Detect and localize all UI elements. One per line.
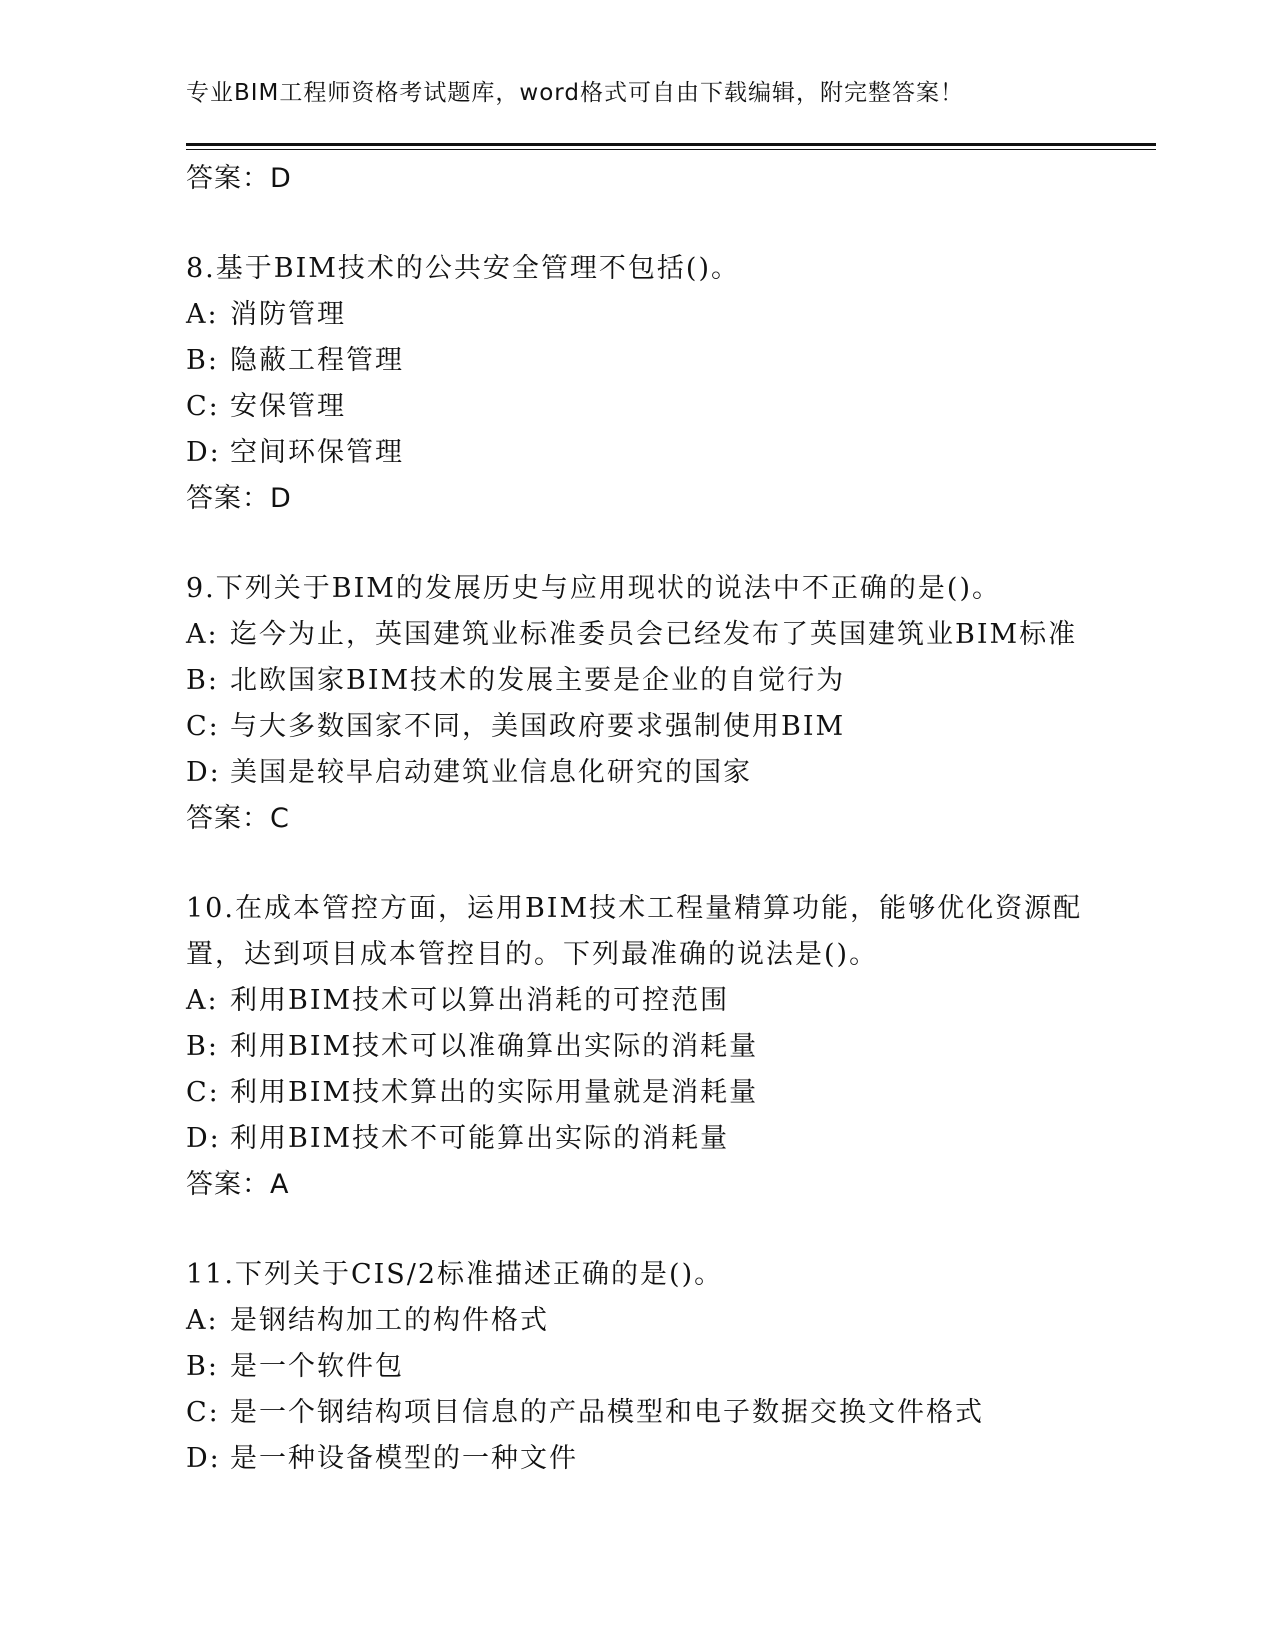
answer: 答案：A [186,1169,290,1200]
option-d [186,430,1146,476]
question-stem: 9.下列关于BIM的发展历史与应用现状的说法中不正确的是()。 [186,573,1001,604]
option-d [186,750,1146,796]
header-rule-thick [186,143,1156,146]
option-b [186,658,1146,704]
previous-answer: 答案：D [186,163,292,194]
option-label: B: [186,1031,219,1062]
page-header: 专业BIM工程师资格考试题库，word格式可自由下载编辑，附完整答案！ [186,80,964,106]
option-text: 是一个软件包 [230,1351,404,1382]
option-text: 利用BIM技术可以算出消耗的可控范围 [230,985,730,1016]
option-b [186,338,1146,384]
option-label: A: [186,985,219,1016]
question-stem: 11.下列关于CIS/2标准描述正确的是()。 [186,1259,724,1290]
option-b [186,1344,1146,1390]
option-label: C: [186,711,220,742]
option-label: B: [186,345,219,376]
option-text: 是钢结构加工的构件格式 [230,1305,549,1336]
option-c [186,1390,1146,1436]
option-label: D: [186,437,221,468]
option-label: D: [186,757,221,788]
question-10 [186,886,1146,1208]
option-label: A: [186,299,219,330]
option-c [186,704,1146,750]
header-rule-thin [186,149,1156,150]
option-label: D: [186,1443,221,1474]
option-text: 与大多数国家不同，美国政府要求强制使用BIM [230,711,846,742]
question-9 [186,566,1146,842]
option-text: 北欧国家BIM技术的发展主要是企业的自觉行为 [230,665,846,696]
answer: 答案：D [186,483,292,514]
question-stem-continued: 置，达到项目成本管控目的。下列最准确的说法是()。 [186,939,879,970]
option-text: 迄今为止，英国建筑业标准委员会已经发布了英国建筑业BIM标准 [230,619,1078,650]
option-text: 隐蔽工程管理 [230,345,404,376]
option-label: B: [186,1351,219,1382]
option-text: 安保管理 [230,391,346,422]
option-a [186,978,1146,1024]
option-text: 是一个钢结构项目信息的产品模型和电子数据交换文件格式 [230,1397,984,1428]
option-label: D: [186,1123,221,1154]
option-text: 美国是较早启动建筑业信息化研究的国家 [230,757,752,788]
question-stem: 10.在成本管控方面，运用BIM技术工程量精算功能，能够优化资源配 [186,893,1083,924]
option-text: 利用BIM技术算出的实际用量就是消耗量 [230,1077,759,1108]
question-list [186,156,1146,1482]
option-text: 是一种设备模型的一种文件 [230,1443,578,1474]
option-a [186,1298,1146,1344]
option-label: A: [186,1305,219,1336]
question-stem: 8.基于BIM技术的公共安全管理不包括()。 [186,253,740,284]
option-d [186,1436,1146,1482]
option-c [186,1070,1146,1116]
option-text: 空间环保管理 [230,437,404,468]
option-label: B: [186,665,219,696]
option-d [186,1116,1146,1162]
option-a [186,292,1146,338]
option-a [186,612,1146,658]
option-c [186,384,1146,430]
option-text: 消防管理 [230,299,346,330]
option-b [186,1024,1146,1070]
option-text: 利用BIM技术可以准确算出实际的消耗量 [230,1031,759,1062]
option-label: C: [186,1077,220,1108]
option-label: C: [186,1397,220,1428]
question-8 [186,246,1146,522]
option-label: C: [186,391,220,422]
option-text: 利用BIM技术不可能算出实际的消耗量 [230,1123,730,1154]
question-11 [186,1252,1146,1482]
answer: 答案：C [186,803,290,834]
option-label: A: [186,619,219,650]
